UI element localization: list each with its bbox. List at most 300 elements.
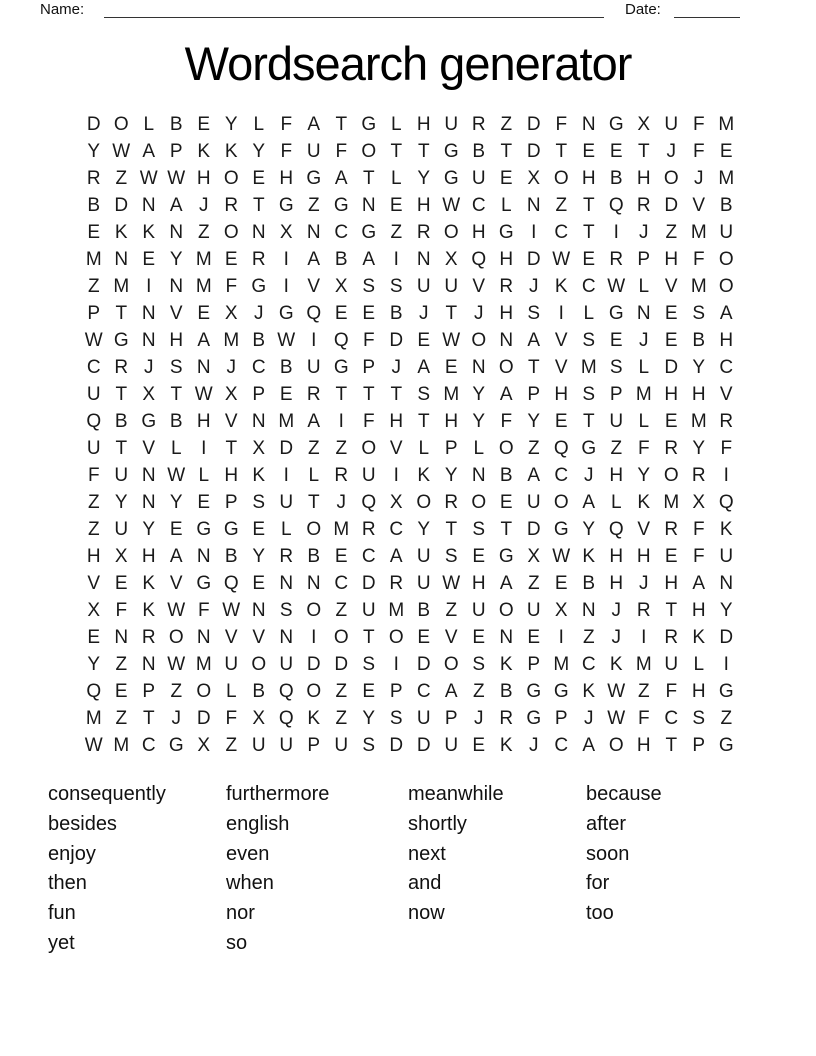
grid-letter: I: [283, 248, 289, 270]
grid-letter: S: [582, 329, 596, 351]
grid-letter: O: [471, 329, 487, 351]
word-column: [48, 780, 226, 959]
grid-letter: R: [691, 464, 706, 486]
grid-letter: D: [526, 140, 541, 162]
grid-letter: I: [558, 302, 564, 324]
grid-letter: S: [389, 707, 403, 729]
grid-letter: B: [224, 545, 238, 567]
grid-letter: M: [690, 221, 707, 243]
grid-letter: U: [114, 518, 129, 540]
word-item: so: [226, 931, 248, 954]
grid-letter: B: [582, 572, 596, 594]
grid-letter: F: [197, 599, 210, 621]
grid-letter: W: [552, 248, 571, 270]
grid-letter: Q: [333, 329, 349, 351]
grid-letter: W: [442, 329, 461, 351]
grid-letter: A: [417, 356, 431, 378]
grid-letter: V: [637, 518, 651, 540]
grid-letter: T: [170, 383, 183, 405]
grid-letter: M: [663, 491, 680, 513]
grid-letter: S: [389, 275, 403, 297]
grid-letter: Q: [471, 248, 487, 270]
grid-letter: E: [444, 356, 458, 378]
name-underline: [104, 0, 604, 18]
grid-letter: I: [311, 626, 317, 648]
grid-letter: X: [444, 248, 458, 270]
grid-letter: A: [334, 167, 348, 189]
word-item: when: [226, 872, 274, 895]
grid-letter: G: [278, 302, 294, 324]
grid-letter: R: [609, 248, 624, 270]
grid-letter: T: [115, 437, 128, 459]
grid-letter: Y: [472, 383, 486, 405]
grid-letter: L: [638, 410, 650, 432]
grid-letter: H: [636, 545, 651, 567]
grid-letter: E: [499, 491, 513, 513]
grid-letter: O: [663, 167, 679, 189]
grid-letter: P: [444, 437, 458, 459]
grid-letter: J: [611, 626, 621, 648]
grid-letter: E: [417, 329, 431, 351]
grid-letter: H: [609, 545, 624, 567]
grid-letter: G: [581, 437, 597, 459]
grid-letter: Z: [335, 680, 348, 702]
grid-letter: R: [471, 113, 486, 135]
grid-letter: N: [636, 302, 651, 324]
grid-letter: Z: [87, 275, 100, 297]
grid-letter: O: [416, 491, 432, 513]
grid-letter: K: [637, 491, 651, 513]
grid-letter: M: [278, 410, 295, 432]
grid-letter: S: [527, 302, 541, 324]
word-item: next: [408, 842, 446, 865]
grid-letter: Y: [417, 167, 431, 189]
word-item: too: [586, 902, 614, 925]
grid-letter: H: [609, 464, 624, 486]
grid-letter: W: [167, 653, 186, 675]
grid-letter: X: [142, 383, 156, 405]
grid-letter: T: [362, 626, 375, 648]
grid-letter: E: [252, 167, 266, 189]
grid-letter: T: [500, 140, 513, 162]
grid-letter: D: [664, 356, 679, 378]
word-column: [408, 780, 586, 959]
grid-letter: Q: [553, 437, 569, 459]
grid-letter: T: [307, 491, 320, 513]
grid-letter: C: [471, 194, 486, 216]
grid-letter: K: [582, 545, 596, 567]
grid-letter: E: [279, 383, 293, 405]
grid-letter: Y: [362, 707, 376, 729]
grid-letter: E: [362, 302, 376, 324]
word-item: because: [586, 783, 662, 805]
word-item: english: [226, 812, 290, 835]
grid-letter: Y: [692, 437, 706, 459]
grid-letter: C: [334, 221, 349, 243]
grid-letter: A: [499, 572, 513, 594]
grid-letter: R: [444, 491, 459, 513]
word-item: furthermore: [226, 783, 330, 805]
grid-letter: R: [114, 356, 129, 378]
grid-letter: O: [553, 167, 569, 189]
grid-letter: R: [636, 599, 651, 621]
grid-letter: R: [334, 464, 349, 486]
grid-letter: J: [639, 572, 649, 594]
grid-letter: Y: [637, 464, 651, 486]
grid-letter: Y: [252, 545, 266, 567]
grid-letter: E: [169, 518, 183, 540]
grid-letter: A: [362, 248, 376, 270]
grid-letter: Z: [637, 680, 650, 702]
grid-letter: K: [499, 653, 513, 675]
grid-letter: P: [224, 491, 238, 513]
grid-letter: O: [223, 221, 239, 243]
grid-letter: R: [499, 707, 514, 729]
grid-letter: L: [253, 113, 265, 135]
grid-letter: J: [584, 707, 594, 729]
grid-letter: A: [169, 194, 183, 216]
grid-letter: O: [251, 653, 267, 675]
grid-letter: N: [526, 194, 541, 216]
grid-letter: I: [283, 464, 289, 486]
grid-letter: V: [389, 437, 403, 459]
grid-letter: J: [199, 194, 209, 216]
grid-letter: U: [416, 572, 431, 594]
grid-letter: Z: [307, 437, 320, 459]
grid-letter: S: [472, 518, 486, 540]
grid-letter: F: [87, 464, 100, 486]
grid-letter: B: [417, 599, 431, 621]
grid-letter: O: [498, 599, 514, 621]
page-title: Wordsearch generator: [184, 37, 632, 90]
grid-letter: T: [335, 383, 348, 405]
grid-letter: U: [279, 734, 294, 756]
grid-letter: Y: [527, 410, 541, 432]
grid-letter: B: [609, 167, 623, 189]
grid-letter: L: [198, 464, 210, 486]
grid-letter: M: [388, 599, 405, 621]
grid-letter: J: [639, 221, 649, 243]
grid-letter: P: [692, 734, 706, 756]
grid-letter: Z: [197, 221, 210, 243]
grid-letter: I: [531, 221, 537, 243]
grid-letter: F: [335, 140, 348, 162]
grid-letter: M: [690, 275, 707, 297]
grid-letter: F: [280, 113, 293, 135]
grid-letter: Q: [86, 680, 102, 702]
grid-letter: O: [333, 626, 349, 648]
grid-letter: F: [692, 113, 705, 135]
grid-letter: S: [169, 356, 183, 378]
grid-letter: T: [142, 707, 155, 729]
grid-letter: P: [527, 383, 541, 405]
grid-letter: Z: [335, 437, 348, 459]
grid-letter: L: [610, 491, 622, 513]
word-item: after: [586, 812, 627, 835]
grid-letter: X: [692, 491, 706, 513]
grid-letter: N: [141, 329, 156, 351]
grid-letter: G: [498, 545, 514, 567]
grid-letter: F: [692, 518, 705, 540]
grid-letter: E: [664, 410, 678, 432]
grid-letter: L: [638, 275, 650, 297]
grid-letter: N: [196, 356, 211, 378]
grid-letter: V: [554, 356, 568, 378]
grid-letter: Z: [665, 221, 678, 243]
grid-letter: O: [388, 626, 404, 648]
word-item: for: [586, 872, 610, 895]
grid-letter: T: [500, 518, 513, 540]
grid-letter: F: [665, 680, 678, 702]
grid-letter: H: [416, 194, 431, 216]
grid-letter: C: [361, 545, 376, 567]
grid-letter: Z: [307, 194, 320, 216]
grid-letter: Q: [223, 572, 239, 594]
grid-letter: B: [252, 329, 266, 351]
grid-letter: H: [141, 545, 156, 567]
grid-letter: E: [417, 626, 431, 648]
grid-letter: B: [472, 140, 486, 162]
grid-letter: V: [252, 626, 266, 648]
grid-letter: R: [361, 518, 376, 540]
grid-letter: E: [87, 626, 101, 648]
word-item: then: [48, 872, 87, 895]
grid-letter: M: [635, 653, 652, 675]
grid-letter: W: [112, 140, 131, 162]
grid-letter: V: [692, 194, 706, 216]
grid-letter: U: [416, 707, 431, 729]
grid-letter: N: [169, 275, 184, 297]
grid-letter: Q: [608, 518, 624, 540]
grid-letter: U: [251, 734, 266, 756]
grid-letter: G: [196, 518, 212, 540]
grid-letter: Y: [87, 653, 101, 675]
grid-letter: G: [333, 356, 349, 378]
grid-letter: R: [664, 518, 679, 540]
grid-letter: P: [142, 680, 156, 702]
grid-letter: O: [113, 113, 129, 135]
grid-letter: B: [252, 680, 266, 702]
grid-letter: O: [361, 437, 377, 459]
grid-letter: E: [252, 518, 266, 540]
grid-letter: B: [389, 302, 403, 324]
grid-letter: P: [87, 302, 101, 324]
word-item: nor: [226, 902, 255, 925]
grid-letter: R: [664, 626, 679, 648]
grid-letter: D: [114, 194, 129, 216]
grid-letter: O: [443, 653, 459, 675]
grid-letter: K: [417, 464, 431, 486]
grid-letter: N: [581, 599, 596, 621]
grid-letter: U: [306, 140, 321, 162]
grid-letter: X: [334, 275, 348, 297]
grid-letter: Z: [555, 194, 568, 216]
grid-letter: D: [361, 572, 376, 594]
grid-letter: H: [471, 572, 486, 594]
grid-letter: Q: [278, 707, 294, 729]
grid-letter: E: [472, 734, 486, 756]
word-item: meanwhile: [408, 783, 504, 805]
grid-letter: J: [226, 356, 236, 378]
grid-letter: K: [114, 221, 128, 243]
grid-letter: C: [554, 464, 569, 486]
grid-letter: V: [472, 275, 486, 297]
grid-letter: N: [416, 248, 431, 270]
grid-letter: Z: [170, 680, 183, 702]
grid-letter: M: [85, 707, 102, 729]
word-item: shortly: [408, 812, 467, 835]
grid-letter: R: [389, 572, 404, 594]
grid-letter: E: [554, 410, 568, 432]
grid-letter: O: [718, 275, 734, 297]
grid-letter: G: [141, 410, 157, 432]
grid-letter: U: [444, 113, 459, 135]
grid-letter: L: [225, 680, 237, 702]
grid-letter: K: [142, 599, 156, 621]
word-list: [48, 780, 662, 959]
grid-letter: B: [499, 464, 513, 486]
grid-letter: K: [307, 707, 321, 729]
grid-letter: F: [692, 140, 705, 162]
grid-letter: E: [664, 329, 678, 351]
grid-letter: L: [473, 437, 485, 459]
grid-letter: L: [418, 437, 430, 459]
grid-letter: T: [637, 140, 650, 162]
grid-letter: Y: [87, 140, 101, 162]
word-item: now: [408, 902, 445, 925]
grid-letter: J: [336, 491, 346, 513]
grid-letter: A: [307, 113, 321, 135]
grid-letter: O: [498, 356, 514, 378]
grid-letter: N: [169, 221, 184, 243]
grid-letter: M: [195, 248, 212, 270]
grid-letter: G: [361, 113, 377, 135]
grid-letter: K: [142, 221, 156, 243]
grid-letter: V: [444, 626, 458, 648]
grid-letter: C: [416, 680, 431, 702]
grid-letter: H: [691, 680, 706, 702]
grid-letter: Z: [500, 113, 513, 135]
grid-letter: L: [638, 356, 650, 378]
grid-letter: R: [499, 275, 514, 297]
grid-letter: Z: [115, 167, 128, 189]
grid-letter: X: [197, 734, 211, 756]
grid-letter: K: [719, 518, 733, 540]
grid-letter: B: [499, 680, 513, 702]
grid-letter: Z: [335, 599, 348, 621]
grid-letter: B: [307, 545, 321, 567]
grid-letter: Q: [718, 491, 734, 513]
grid-letter: G: [306, 167, 322, 189]
grid-letter: M: [443, 383, 460, 405]
grid-letter: D: [664, 194, 679, 216]
grid-letter: H: [389, 410, 404, 432]
grid-letter: W: [139, 167, 158, 189]
grid-letter: I: [283, 275, 289, 297]
grid-letter: V: [87, 572, 101, 594]
grid-letter: R: [719, 410, 734, 432]
grid-letter: J: [391, 356, 401, 378]
grid-letter: N: [251, 221, 266, 243]
grid-letter: T: [390, 140, 403, 162]
grid-letter: N: [279, 572, 294, 594]
grid-letter: T: [665, 734, 678, 756]
grid-letter: E: [664, 545, 678, 567]
grid-letter: G: [553, 680, 569, 702]
grid-letter: T: [445, 302, 458, 324]
grid-letter: V: [169, 302, 183, 324]
grid-letter: E: [252, 572, 266, 594]
grid-letter: N: [114, 248, 129, 270]
grid-letter: T: [115, 383, 128, 405]
grid-letter: U: [361, 464, 376, 486]
grid-letter: U: [664, 653, 679, 675]
grid-letter: K: [224, 140, 238, 162]
grid-letter: P: [637, 248, 651, 270]
grid-letter: X: [554, 599, 568, 621]
grid-letter: N: [141, 491, 156, 513]
grid-letter: N: [471, 464, 486, 486]
grid-letter: M: [580, 356, 597, 378]
grid-letter: O: [306, 680, 322, 702]
grid-letter: N: [306, 572, 321, 594]
grid-letter: U: [444, 734, 459, 756]
grid-letter: H: [499, 302, 514, 324]
word-column: [586, 780, 662, 959]
grid-letter: J: [419, 302, 429, 324]
grid-letter: C: [581, 275, 596, 297]
grid-letter: E: [609, 140, 623, 162]
grid-letter: E: [197, 113, 211, 135]
grid-letter: V: [224, 410, 238, 432]
grid-letter: U: [471, 599, 486, 621]
grid-letter: U: [719, 221, 734, 243]
grid-letter: D: [279, 437, 294, 459]
grid-letter: T: [555, 140, 568, 162]
grid-letter: M: [195, 275, 212, 297]
grid-letter: A: [499, 383, 513, 405]
grid-letter: E: [582, 140, 596, 162]
grid-letter: B: [334, 248, 348, 270]
grid-letter: E: [472, 626, 486, 648]
grid-letter: U: [526, 491, 541, 513]
grid-letter: O: [168, 626, 184, 648]
grid-letter: D: [306, 653, 321, 675]
grid-letter: I: [723, 653, 729, 675]
grid-letter: J: [529, 734, 539, 756]
grid-letter: X: [114, 545, 128, 567]
grid-letter: U: [86, 437, 101, 459]
grid-letter: I: [146, 275, 152, 297]
grid-letter: M: [553, 653, 570, 675]
grid-letter: C: [554, 221, 569, 243]
grid-letter: E: [197, 491, 211, 513]
grid-letter: U: [664, 113, 679, 135]
grid-letter: S: [362, 653, 376, 675]
grid-letter: K: [582, 680, 596, 702]
grid-letter: E: [224, 248, 238, 270]
grid-letter: O: [443, 221, 459, 243]
grid-letter: K: [609, 653, 623, 675]
grid-letter: Q: [361, 491, 377, 513]
grid-letter: E: [554, 572, 568, 594]
grid-letter: Y: [417, 518, 431, 540]
grid-letter: Y: [224, 113, 238, 135]
grid-letter: Y: [444, 464, 458, 486]
grid-letter: U: [334, 734, 349, 756]
grid-letter: C: [389, 518, 404, 540]
grid-letter: B: [719, 194, 733, 216]
